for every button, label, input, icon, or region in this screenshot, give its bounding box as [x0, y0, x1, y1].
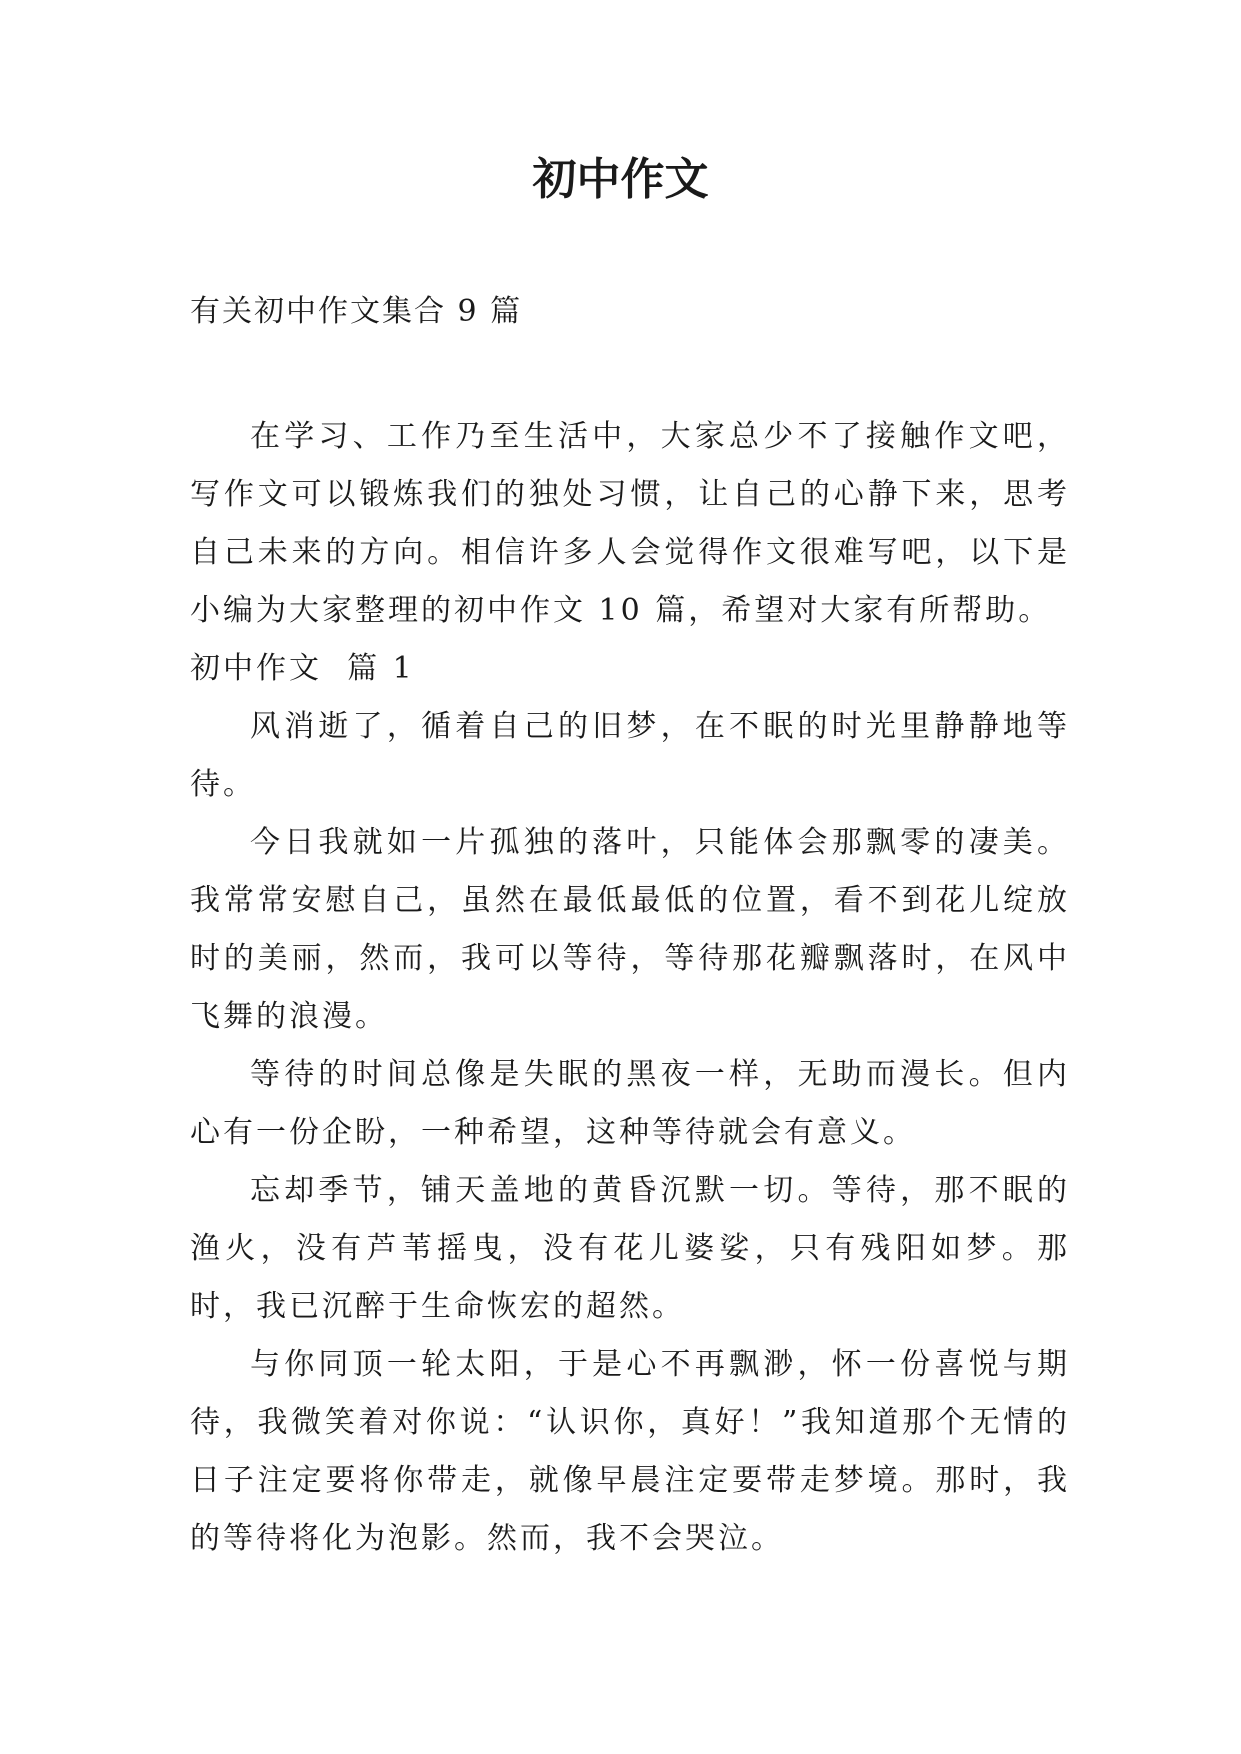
body-paragraph: 忘却季节，铺天盖地的黄昏沉默一切。等待，那不眠的渔火，没有芦苇摇曳，没有花儿婆娑，只有残阳如梦。那时，我已沉醉于生命恢宏的超然。	[190, 1173, 1070, 1324]
section-heading: 初中作文 篇 1	[190, 651, 415, 686]
document-body	[190, 408, 1070, 1568]
body-paragraph: 与你同顶一轮太阳，于是心不再飘渺，怀一份喜悦与期待，我微笑着对你说：“认识你，真好！”我知道那个无情的日子注定要将你带走，就像早晨注定要带走梦境。那时，我的等待将化为泡影。然而，我不会哭泣。	[190, 1347, 1070, 1556]
intro-paragraph: 在学习、工作乃至生活中，大家总少不了接触作文吧，写作文可以锻炼我们的独处习惯，让自己的心静下来，思考自己未来的方向。相信许多人会觉得作文很难写吧，以下是小编为大家整理的初中作文 10 篇，希望对大家有所帮助。	[190, 419, 1070, 628]
document-title: 初中作文	[532, 154, 709, 205]
body-paragraph: 今日我就如一片孤独的落叶，只能体会那飘零的凄美。我常常安慰自己，虽然在最低最低的位置，看不到花儿绽放时的美丽，然而，我可以等待，等待那花瓣飘落时，在风中飞舞的浪漫。	[190, 825, 1070, 1034]
body-paragraph: 风消逝了，循着自己的旧梦，在不眠的时光里静静地等待。	[190, 709, 1070, 802]
document-subtitle: 有关初中作文集合 9 篇	[190, 294, 523, 329]
body-paragraph: 等待的时间总像是失眠的黑夜一样，无助而漫长。但内心有一份企盼，一种希望，这种等待就会有意义。	[190, 1057, 1070, 1150]
